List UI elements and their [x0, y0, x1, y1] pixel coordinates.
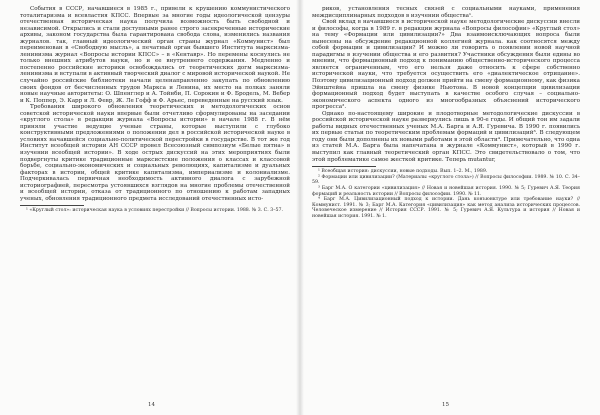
left-page-body — [20, 6, 290, 202]
right-page-footnotes — [312, 169, 580, 219]
page-number: 14 — [148, 402, 155, 408]
book-gutter-shadow — [296, 0, 304, 415]
paragraph: Однако по-настоящему широкие и плодотворные методологические дискуссии в российской исторической науке развернулись лишь в 90-е годы. И общий тон им задали работы видных отечественных ученых М.А. Барга и А.Я. Гуревича. В 1990 г. появились их первые статьи по теоретическим проблемам формаций и цивилизаций³. В следующем году они были дополнены их новыми работами в этой области⁴. Примечательно, что одна из статей М.А. Барга была напечатана в журнале «Коммунист», который в 1990 г. выступил как главный теоретический орган КПСС. Это свидетельствовало о том, что этой проблематике самое жесткой критике. Теперь mutantur, — [312, 110, 580, 163]
footnote-rule — [312, 166, 376, 167]
paragraph: Требования широкого обновления теоретических и методологических основ советской исторической науки впервые были отчетливо сформулированы на заседании «круглого стола» в редакции журнала «Вопросы истории» в начале 1988 г. В нём приняли участие ведущие ученые страны, которые выступили с глубоко конструктивными предложениями о положении дел в российской исторической науке в условиях начавшейся социально-политической перестройки в государстве. В тот же год Институт всеобщей истории АН СССР провел Всесоюзный симпозиум «Белые пятна» в изучении всеобщей истории». В ходе острых дискуссий на этих мероприятиях были подвергнуты критике традиционные марксистские положения о классах и классовой борьбе, социально-экономических и социальных революциях, капитализме и дуальных факторах в истории, общей критике капитализма, империализме и колониализме. Подчеркивалась первичная необходимость активного диалога с зарубежной историографией, пересмотра устоявшихся взглядов на многие проблемы отечественной и всеобщей истории, отказа от традиционного по отношению к работам западных ученых, обновления традиционного предмета исследований отечественных исто- — [20, 104, 290, 202]
page-number: 15 — [442, 402, 449, 408]
footnote: ³ Барг М.А. О категории «цивилизация» // Новая и новейшая история. 1990. № 5; Гуревич А.Я. Теория формаций и реальность истории // Вопросы философии. 1990. № 11. — [312, 185, 580, 197]
footnote-rule — [20, 205, 84, 206]
footnote: ¹ «Круглый стол»: историческая наука в условиях перестройки // Вопросы истории. 1988. № 3. С. 3–57. — [26, 208, 284, 214]
paragraph: Свой вклад в начавшиеся в исторической науке методологические дискуссии внесли и философы, когда в 1989 г. в редакции журнала «Вопросы философии» «Круглый стол» на тему «Формации или цивилизации?» Два взаимоисключающих вопроса были вынесены на обсуждение редакционной коллегией журнала. как соотносятся между собой формации и цивилизации? И можно ли говорить о появлении новой научной парадигмы в изучении общества и его развития? Участники обсуждения были едины во мнении, что формационный подход к пониманию общественно-исторического процесса является ограниченным, что его нельзя даже относить к сфере собственно исторической науки, что требуется осуществить его «диалектическое отрицание». Поэтому цивилизационный подход должен прийти на смену формационному, как физика Эйнштейна пришла на смену физике Ньютона. В новой концепции цивилизации формационный подход будет выступать в качестве особого случая – социально-экономического аспекта одного из многообразных объяснений исторического прогресса². — [312, 19, 580, 111]
paragraph: риков, установления тесных связей с социальными науками, применения междисциплинарных подходов в изучении общества¹. — [312, 6, 580, 19]
paragraph: События в СССР, начавшиеся в 1985 г., привели к крушению коммунистического тоталитаризма и всевластия КПСС. Впервые за многие годы идеологической цензуры отечественная историческая наука получила возможность быть свободной и независимой. Открылись и стали доступными ранее строго засекреченные исторические архивы, законом государства была гарантирована свобода слова, изменились названия журналов. так, главный идеологический орган страны журнал «Коммунист» был переименован в «Свободную мысль», а печатный орган бывшего Института марксизма-ленинизма журнал «Вопросы истории КПСС» – в «Кентавр». Но перемены коснулись не только внешних атрибутов науки, но и ее внутреннего содержания. Медленно и постепенно российские историки освобождались от теоретических догм марксизма-ленинизма и вступали в активный творческий диалог с мировой исторической наукой. Не случайно российские библиотеки начали целенаправленно закупать по обновлению своих фондов от бесчисленных трудов Маркса и Ленина, их место на полках заняли новые научные авторитеты: О. Шпенглер и А. Тойнби, П. Сорокин и Ф. Бродель, М. Вебер и К. Поппер, Э. Карр и Л. Февр, Ж. Ле Гофф и Ф. Арьес, переведенные на русский язык. — [20, 6, 291, 104]
footnote: ⁴ Барг М.А. Цивилизационный подход к истории. Дань конъюнктуре или требование науки? // Коммунист. 1991. № 3; Барг М.А. Категория «цивилизация» как метод анализа исторических процессов. Человеческое измерение // История СССР. 1991. № 5; Гуревич А.Я. Культура и история // Новая и новейшая история. 1991. № 1. — [312, 197, 580, 219]
right-page — [300, 0, 600, 415]
right-page-body — [312, 6, 580, 163]
footnote: ¹ Всеобщая история: дискуссии, новые подходы. Вып. 1–2. М., 1989. — [318, 169, 488, 175]
footnote: ² Формации или цивилизации? (Материалы «круглого стола») // Вопросы философии. 1989. № 10. С. 34–59. — [312, 174, 580, 186]
left-page-footnotes — [20, 208, 290, 214]
